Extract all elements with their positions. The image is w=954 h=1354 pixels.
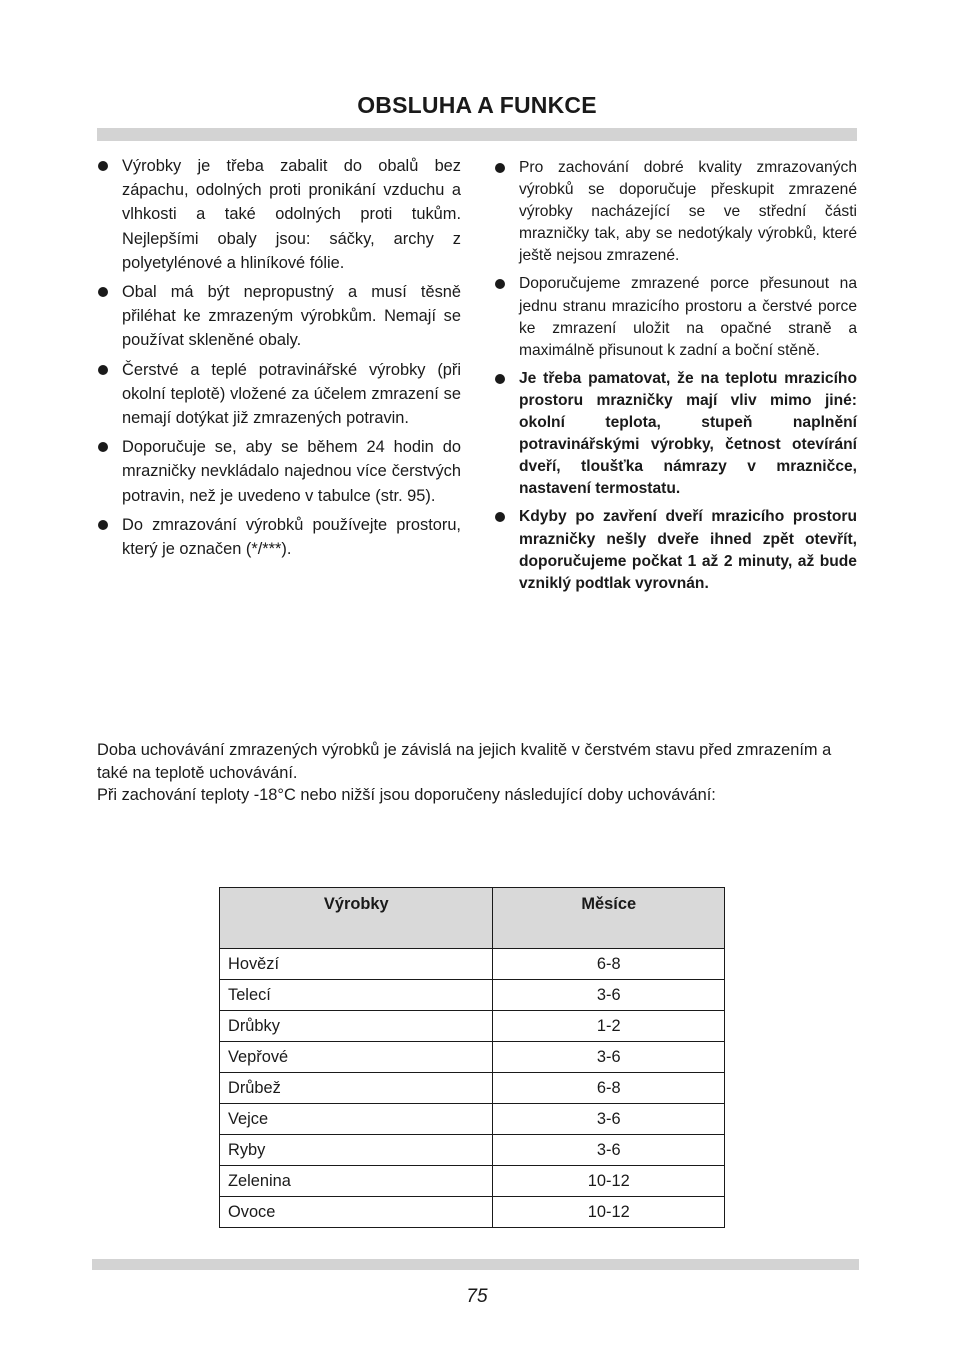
months-cell: 3-6 [493, 1135, 725, 1166]
list-item [494, 273, 857, 361]
list-item [97, 154, 461, 275]
months-cell: 3-6 [493, 1042, 725, 1073]
left-bullet-list [97, 154, 461, 566]
page-title: OBSLUHA A FUNKCE [357, 92, 597, 118]
header-months: Měsíce [493, 888, 725, 949]
product-cell: Drůbež [220, 1073, 493, 1104]
table-row [220, 1104, 725, 1135]
months-cell: 3-6 [493, 980, 725, 1011]
header-divider-bar [97, 128, 857, 141]
intro-paragraph: Doba uchovávání zmrazených výrobků je závislá na jejich kvalitě v čerstvém stavu před zmrazením a také na teplotě uchovávání. [97, 741, 832, 782]
months-cell: 6-8 [493, 949, 725, 980]
footer-divider-bar [92, 1259, 859, 1270]
months-cell: 10-12 [493, 1197, 725, 1228]
right-bullet-list [494, 157, 857, 601]
table-row [220, 1011, 725, 1042]
bullet-icon [495, 279, 505, 289]
header-products: Výrobky [220, 888, 493, 949]
list-item-text: Pro zachování dobré kvality zmrazovaných výrobků se doporučuje přeskupit zmrazené výrobky nacházející se ve střední části mrazničky tak, aby se nedotýkaly výrobků, které ještě nejsou zmrazené. [519, 159, 857, 265]
bullet-icon [98, 287, 108, 297]
table-row [220, 1197, 725, 1228]
months-cell: 10-12 [493, 1166, 725, 1197]
list-item-text: Výrobky je třeba zabalit do obalů bez zápachu, odolných proti pronikání vzduchu a vlhkosti a také odolných proti tukům. Nejlepšími obaly jsou: sáčky, archy z polyetylénové a hliníkové fólie. [122, 157, 461, 272]
bullet-icon [98, 442, 108, 452]
product-cell: Ryby [220, 1135, 493, 1166]
months-cell: 6-8 [493, 1073, 725, 1104]
bullet-icon [495, 512, 505, 522]
table-header-row [220, 888, 725, 949]
bullet-icon [495, 163, 505, 173]
product-cell: Hovězí [220, 949, 493, 980]
months-cell: 1-2 [493, 1011, 725, 1042]
product-cell: Vepřové [220, 1042, 493, 1073]
product-cell: Drůbky [220, 1011, 493, 1042]
list-item-text: Čerstvé a teplé potravinářské výrobky (při okolní teplotě) vložené za účelem zmrazení se nemají dotýkat již zmrazených potravin. [122, 360, 461, 428]
product-cell: Telecí [220, 980, 493, 1011]
table-row [220, 980, 725, 1011]
months-cell: 3-6 [493, 1104, 725, 1135]
bullet-icon [98, 161, 108, 171]
table-row [220, 1135, 725, 1166]
list-item-text: Kdyby po zavření dveří mrazicího prostoru mrazničky nešly dveře ihned zpět otevřít, doporučujeme počkat 1 až 2 minuty, až bude vzniklý podtlak vyrovnán. [519, 508, 857, 592]
product-cell: Ovoce [220, 1197, 493, 1228]
list-item-text: Doporučujeme zmrazené porce přesunout na jednu stranu mrazicího prostoru a čerstvé porce ke zmrazení uložit na opačné straně a maximálně přisunout k zadní a boční stěně. [519, 275, 857, 359]
list-item [97, 513, 461, 561]
product-cell: Zelenina [220, 1166, 493, 1197]
list-item [97, 435, 461, 508]
list-item-text: Je třeba pamatovat, že na teplotu mrazicího prostoru mrazničky mají vliv mimo jiné: okolní teplota, stupeň naplnění potravinářskými výrobky, četnost otevírání dveří, tloušťka námrazy v mrazničce, nastavení termostatu. [519, 369, 857, 498]
product-cell: Vejce [220, 1104, 493, 1135]
storage-time-table [219, 887, 725, 1228]
list-item-text: Obal má být nepropustný a musí těsně přiléhat ke zmrazeným výrobkům. Nemají se používat skleněné obaly. [122, 283, 461, 350]
page-number: 75 [466, 1286, 488, 1307]
list-item-text: Do zmrazování výrobků používejte prostoru, který je označen (*/***). [122, 515, 461, 559]
table-row [220, 1073, 725, 1104]
bullet-icon [98, 365, 108, 375]
table-row [220, 1166, 725, 1197]
list-item [494, 157, 857, 267]
table-row [220, 949, 725, 980]
list-item-bold [494, 506, 857, 594]
intro-paragraph: Při zachování teploty -18°C nebo nižší jsou doporučeny následující doby uchovávání: [97, 786, 716, 804]
list-item-bold [494, 368, 857, 501]
storage-intro [97, 739, 857, 807]
list-item [97, 358, 461, 431]
list-item-text: Doporučuje se, aby se během 24 hodin do mrazničky nevkládalo najednou více čerstvých potravin, než je uvedeno v tabulce (str. 95). [122, 438, 461, 505]
bullet-icon [98, 520, 108, 530]
bullet-icon [495, 374, 505, 384]
list-item [97, 280, 461, 353]
table-row [220, 1042, 725, 1073]
